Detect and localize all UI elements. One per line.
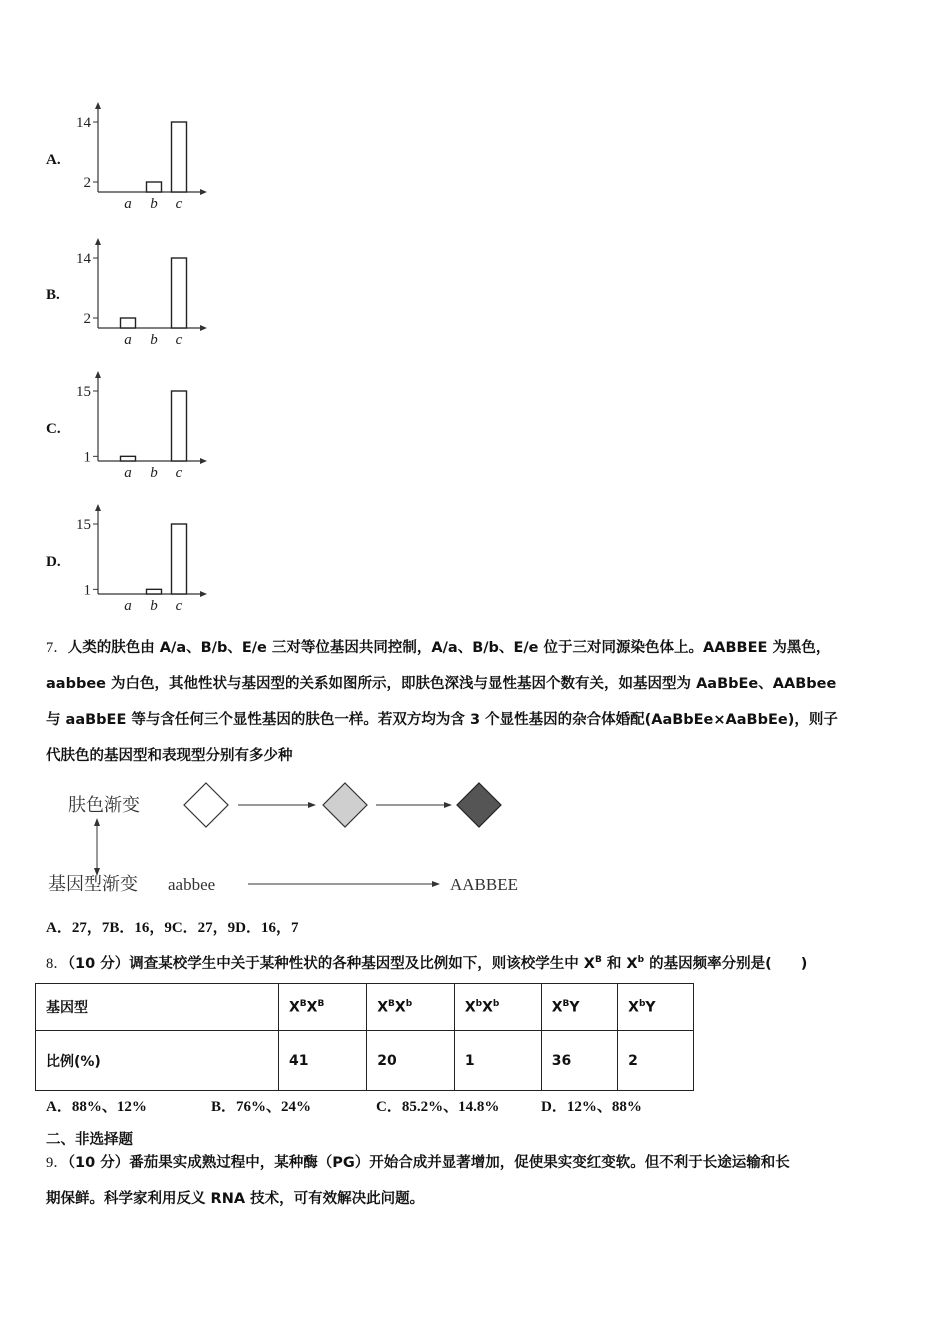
x-axis-arrow: [200, 458, 207, 464]
ratio-cell: 1: [454, 1031, 541, 1091]
question-9-line-2: 期保鲜。科学家利用反义 RNA 技术，可有效解决此问题。: [46, 1191, 425, 1207]
x-axis-arrow: [200, 325, 207, 331]
dark-diamond: [457, 783, 501, 827]
question-8: [46, 942, 908, 982]
bar-c: [172, 524, 187, 594]
genotype-cell: $X^BY$: [541, 984, 617, 1031]
bar-c: [172, 258, 187, 328]
question-9: [46, 1145, 908, 1217]
x-axis-arrow: [200, 189, 207, 195]
sup-B: B: [594, 955, 602, 965]
option-d-label: D.: [46, 554, 61, 570]
y-tick-label: 1: [83, 449, 91, 466]
gray-diamond: [323, 783, 367, 827]
y-tick-label: 14: [76, 115, 91, 131]
y-tick-label: 14: [76, 251, 91, 267]
genotype-gradient-label: 基因型渐变: [48, 874, 138, 895]
x-tick-label: c: [175, 465, 183, 481]
bar-a: [121, 456, 136, 461]
header-label-cell: 基因型: [36, 984, 279, 1031]
y-tick-label: 15: [76, 384, 91, 400]
question-9-number: 9．: [46, 1155, 68, 1171]
option-b-label: B.: [46, 287, 60, 303]
question-9-line-1: （10 分）番茄果实成熟过程中，某种酶（PG）开始合成并显著增加，促使果实变红变软。但不利于长途运输和长: [67, 1155, 790, 1171]
ratio-cell: 20: [367, 1031, 455, 1091]
skin-gradient-label: 肤色渐变: [68, 795, 140, 816]
y-axis-arrow: [95, 102, 101, 109]
question-8-text: （10 分）调查某校学生中关于某种性状的各种基因型及比例如下，则该校学生中 X: [67, 955, 595, 972]
bar-c: [172, 122, 187, 192]
genotype-cell: $X^bY$: [618, 984, 694, 1031]
genotype-aabbee: aabbee: [168, 875, 216, 894]
y-tick-label: 2: [83, 175, 91, 191]
question-7-line-1: 人类的肤色由 A/a、B/b、E/e 三对等位基因共同控制，A/a、B/b、E/e 位于三对同源染色体上。AABBEE 为黑色，: [67, 640, 831, 656]
y-axis-arrow: [95, 238, 101, 245]
question-8-answer-d: D．12%、88%: [541, 1099, 642, 1115]
bar-chart-d: [70, 498, 220, 616]
y-tick-label: 1: [83, 582, 91, 599]
table-header-row: [36, 984, 694, 1031]
x-tick-label: a: [124, 332, 132, 348]
x-tick-label: c: [175, 332, 183, 348]
sup-b: b: [637, 955, 645, 965]
x-tick-label: a: [124, 465, 132, 481]
bar-a: [121, 318, 136, 328]
ratio-cell: 36: [541, 1031, 617, 1091]
x-tick-label: a: [124, 598, 132, 614]
genotype-ratio-table: [35, 983, 694, 1091]
section-heading: 二、非选择题: [46, 1132, 133, 1148]
skin-color-diagram: [40, 780, 540, 900]
arrow-head-3: [432, 881, 440, 887]
row-label-cell: 比例(%): [36, 1031, 279, 1091]
y-axis-arrow: [95, 371, 101, 378]
question-8-answer-a: A．88%、12%: [46, 1099, 147, 1115]
question-7-answers: A．27，7B．16，9C．27，9D．16，7: [46, 920, 299, 936]
question-7-line-4: 代肤色的基因型和表现型分别有多少种: [46, 748, 293, 764]
bar-c: [172, 391, 187, 461]
bar-b: [147, 589, 162, 594]
question-7-line-2: aabbee 为白色，其他性状与基因型的关系如图所示，即肤色深浅与显性基因个数有关，如基因型为 AaBbEe、AABbee: [46, 676, 837, 692]
question-7: [46, 630, 908, 774]
bar-chart-c: [70, 365, 220, 483]
genotype-AABBEE: AABBEE: [450, 875, 518, 894]
genotype-cell: $X^BX^b$: [367, 984, 455, 1031]
x-tick-label: c: [175, 598, 183, 614]
y-tick-label: 2: [83, 311, 91, 327]
y-tick-label: 15: [76, 517, 91, 533]
arrow-head-1: [308, 802, 316, 808]
arrow-up-head: [94, 818, 100, 826]
question-7-number: 7．: [46, 640, 68, 656]
x-tick-label: a: [124, 196, 132, 212]
question-8-number: 8．: [46, 955, 68, 972]
arrow-head-2: [444, 802, 452, 808]
genotype-cell: $X^BX^B$: [279, 984, 367, 1031]
bar-chart-a: [70, 96, 220, 214]
bar-b: [147, 182, 162, 192]
x-axis-arrow: [200, 591, 207, 597]
x-tick-label: b: [150, 332, 158, 348]
question-8-answer-c: C．85.2%、14.8%: [376, 1099, 500, 1115]
x-tick-label: b: [150, 196, 158, 212]
ratio-cell: 41: [279, 1031, 367, 1091]
bar-chart-b: [70, 232, 220, 350]
question-8-answer-b: B．76%、24%: [211, 1099, 312, 1115]
x-tick-label: b: [150, 598, 158, 614]
x-tick-label: c: [175, 196, 183, 212]
white-diamond: [184, 783, 228, 827]
ratio-cell: 2: [618, 1031, 694, 1091]
genotype-cell: $X^bX^b$: [454, 984, 541, 1031]
y-axis-arrow: [95, 504, 101, 511]
question-8-text-end: 的基因频率分别是( ): [644, 955, 808, 972]
x-tick-label: b: [150, 465, 158, 481]
question-7-line-3: 与 aaBbEE 等与含任何三个显性基因的肤色一样。若双方均为含 3 个显性基因的杂合体婚配(AaBbEe×AaBbEe)，则子: [46, 712, 838, 728]
option-c-label: C.: [46, 421, 61, 437]
option-a-label: A.: [46, 152, 61, 168]
table-ratio-row: [36, 1031, 694, 1091]
question-8-text-mid: 和 X: [601, 955, 638, 972]
